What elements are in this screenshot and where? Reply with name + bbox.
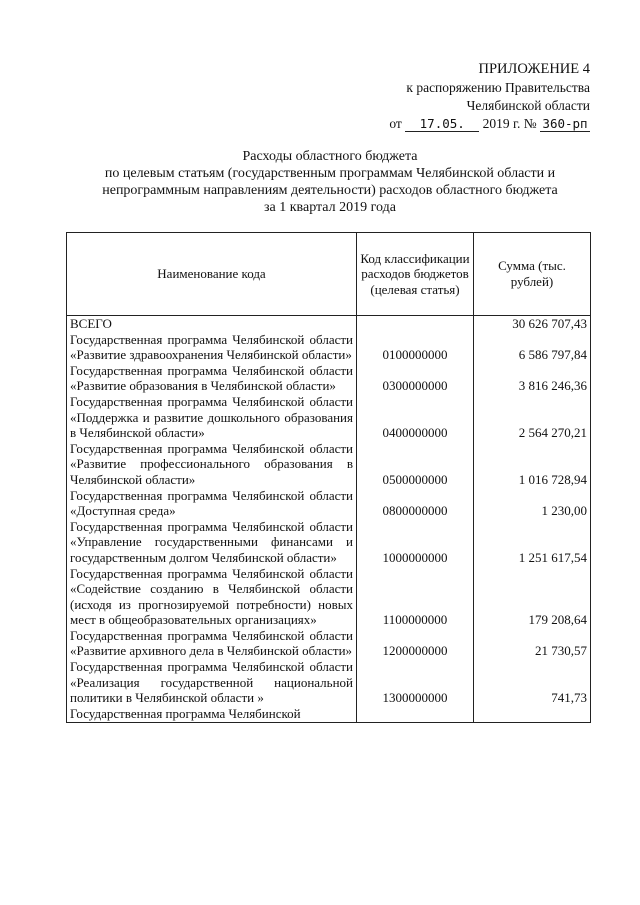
budget-table [66, 232, 591, 723]
row-name: Государственная программа Челябинской области «Развитие образования в Челябинской области» [67, 363, 357, 394]
row-sum [474, 706, 591, 723]
table-row-partial [67, 706, 591, 723]
row-sum: 1 230,00 [474, 488, 591, 519]
appendix-line-1: к распоряжению Правительства [406, 80, 590, 95]
row-code: 0500000000 [357, 441, 474, 488]
table-row [67, 566, 591, 628]
table-row [67, 488, 591, 519]
order-prefix: от [389, 116, 402, 131]
table-row [67, 628, 591, 659]
row-sum: 6 586 797,84 [474, 332, 591, 363]
title-line-2: по целевым статьям (государственным программам Челябинской области и [104, 166, 556, 181]
row-code: 1300000000 [357, 659, 474, 706]
row-sum: 179 208,64 [474, 566, 591, 628]
appendix-header [360, 60, 590, 133]
row-name: Государственная программа Челябинской области «Реализация государственной национальной политики в Челябинской области » [67, 659, 357, 706]
row-code: 1200000000 [357, 628, 474, 659]
document-title [70, 148, 590, 216]
table-header-row [67, 233, 591, 316]
row-sum: 2 564 270,21 [474, 394, 591, 441]
row-sum: 741,73 [474, 659, 591, 706]
row-code [357, 706, 474, 723]
row-sum: 21 730,57 [474, 628, 591, 659]
table-body [67, 316, 591, 723]
row-name: Государственная программа Челябинской [67, 706, 357, 723]
row-name: Государственная программа Челябинской области «Содействие созданию в Челябинской области (исходя из прогнозируемой потребности) новых мест в общеобразовательных организациях» [67, 566, 357, 628]
row-code: 0100000000 [357, 332, 474, 363]
row-name: Государственная программа Челябинской области «Развитие здравоохранения Челябинской области» [67, 332, 357, 363]
header-sum: Сумма (тыс. рублей) [474, 233, 591, 316]
table-row [67, 332, 591, 363]
order-date: 17.05. [405, 117, 479, 132]
row-code [357, 316, 474, 332]
row-code: 0800000000 [357, 488, 474, 519]
row-sum: 30 626 707,43 [474, 316, 591, 332]
row-sum: 1 016 728,94 [474, 441, 591, 488]
table-row [67, 659, 591, 706]
row-name: Государственная программа Челябинской области «Развитие профессионального образования в Челябинской области» [67, 441, 357, 488]
row-sum: 1 251 617,54 [474, 519, 591, 566]
row-sum: 3 816 246,36 [474, 363, 591, 394]
table-row [67, 519, 591, 566]
table-row-total [67, 316, 591, 332]
table-row [67, 394, 591, 441]
order-year: 2019 г. № [482, 116, 537, 131]
order-number: 360-рп [540, 117, 590, 132]
row-name: Государственная программа Челябинской области «Управление государственными финансами и государственным долгом Челябинской области» [67, 519, 357, 566]
title-line-1: Расходы областного бюджета [242, 149, 418, 164]
row-code: 1100000000 [357, 566, 474, 628]
row-name: Государственная программа Челябинской области «Доступная среда» [67, 488, 357, 519]
title-line-3: непрограммным направлениям деятельности) расходов областного бюджета [102, 183, 558, 198]
row-name: Государственная программа Челябинской области «Поддержка и развитие дошкольного образования в Челябинской области» [67, 394, 357, 441]
order-reference [360, 115, 590, 133]
appendix-title: ПРИЛОЖЕНИЕ 4 [478, 61, 590, 77]
title-line-4: за 1 квартал 2019 года [264, 200, 396, 215]
appendix-line-2: Челябинской области [466, 98, 590, 113]
row-name: ВСЕГО [67, 316, 357, 332]
table-row [67, 363, 591, 394]
row-code: 1000000000 [357, 519, 474, 566]
row-code: 0400000000 [357, 394, 474, 441]
row-name: Государственная программа Челябинской области «Развитие архивного дела в Челябинской области» [67, 628, 357, 659]
table-row [67, 441, 591, 488]
header-name: Наименование кода [67, 233, 357, 316]
header-code: Код классификации расходов бюджетов (целевая статья) [357, 233, 474, 316]
row-code: 0300000000 [357, 363, 474, 394]
